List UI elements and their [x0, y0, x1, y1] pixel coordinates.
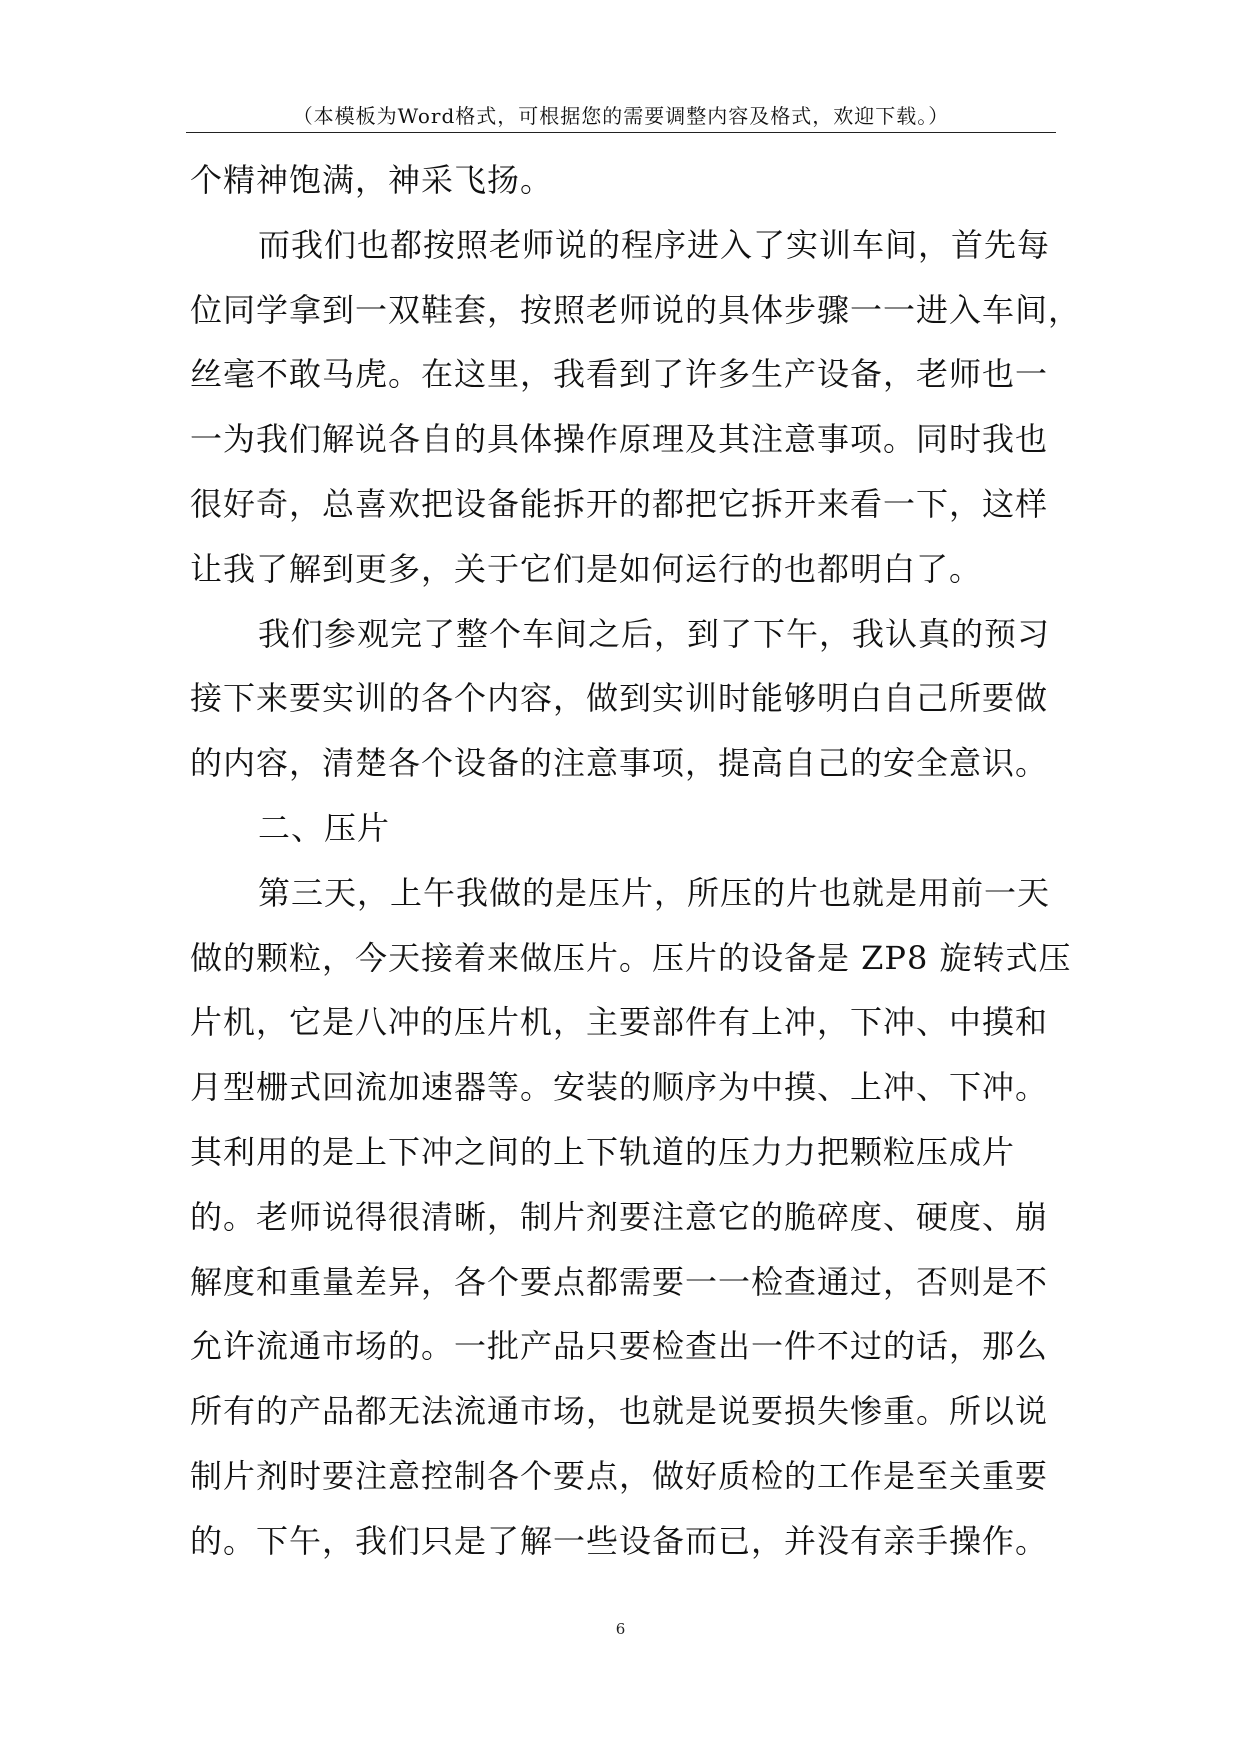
page-number: 6 — [615, 1620, 626, 1638]
text-line: 接下来要实训的各个内容，做到实训时能够明白自己所要做 — [190, 679, 1049, 718]
text-line: 的。老师说得很清晰，制片剂要注意它的脆碎度、硬度、崩 — [190, 1197, 1049, 1236]
text-line: 让我了解到更多，关于它们是如何运行的也都明白了。 — [190, 549, 983, 588]
text-line: 我们参观完了整个车间之后，到了下午，我认真的预习 — [258, 614, 1051, 653]
text-line: 个精神饱满，神采飞扬。 — [190, 161, 554, 199]
text-line: 做的颗粒，今天接着来做压片。压片的设备是 ZP8 旋转式压 — [190, 938, 1072, 977]
text-line: 制片剂时要注意控制各个要点，做好质检的工作是至关重要 — [190, 1456, 1049, 1495]
text-line: 而我们也都按照老师说的程序进入了实训车间，首先每 — [258, 225, 1051, 264]
text-line: 一为我们解说各自的具体操作原理及其注意事项。同时我也 — [190, 420, 1049, 459]
body-text — [190, 148, 1090, 1574]
text-line: 很好奇，总喜欢把设备能拆开的都把它拆开来看一下，这样 — [190, 484, 1049, 523]
text-line: 月型栅式回流加速器等。安装的顺序为中摸、上冲、下冲。 — [190, 1068, 1049, 1107]
header-note: （本模板为Word格式，可根据您的需要调整内容及格式，欢迎下载。） — [292, 104, 950, 128]
section-heading: 二、压片 — [258, 808, 391, 847]
header-divider — [186, 132, 1056, 133]
text-line: 解度和重量差异，各个要点都需要一一检查通过，否则是不 — [190, 1262, 1049, 1301]
text-line: 第三天，上午我做的是压片，所压的片也就是用前一天 — [258, 873, 1051, 912]
text-line: 其利用的是上下冲之间的上下轨道的压力力把颗粒压成片 — [190, 1132, 1016, 1171]
text-line: 位同学拿到一双鞋套，按照老师说的具体步骤一一进入车间， — [190, 290, 1082, 329]
text-line: 丝毫不敢马虎。在这里，我看到了许多生产设备，老师也一 — [190, 355, 1049, 394]
text-line: 的内容，清楚各个设备的注意事项，提高自己的安全意识。 — [190, 744, 1049, 783]
text-line: 片机，它是八冲的压片机，主要部件有上冲，下冲、中摸和 — [190, 1003, 1049, 1042]
text-line: 所有的产品都无法流通市场，也就是说要损失惨重。所以说 — [190, 1392, 1049, 1431]
text-line: 的。下午，我们只是了解一些设备而已，并没有亲手操作。 — [190, 1521, 1049, 1560]
text-line: 允许流通市场的。一批产品只要检查出一件不过的话，那么 — [190, 1327, 1049, 1366]
